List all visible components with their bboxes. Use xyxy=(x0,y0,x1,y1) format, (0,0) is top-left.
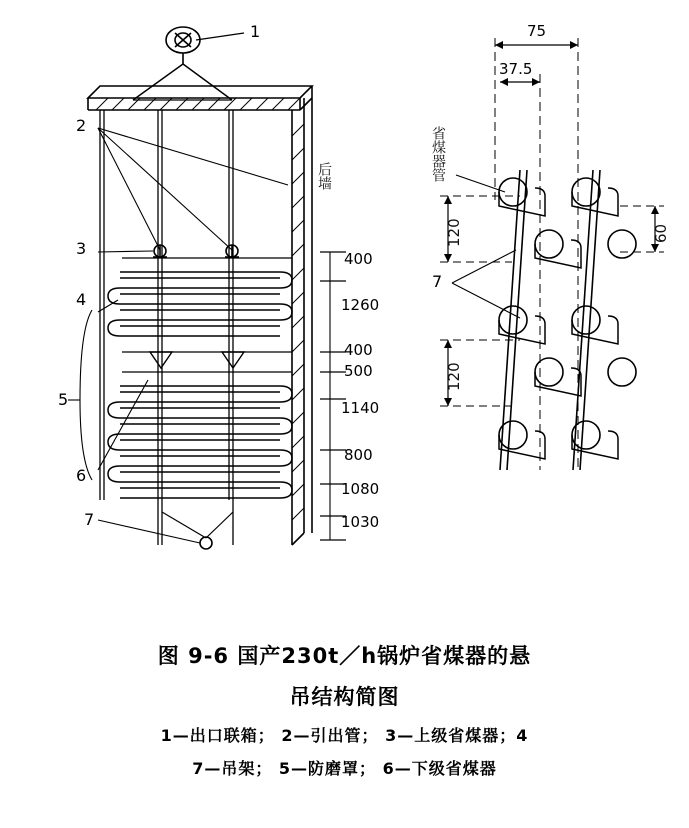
callout-4: 4 xyxy=(76,290,87,309)
callout-5: 5 xyxy=(58,390,69,409)
dimension-120-upper: 120 xyxy=(445,218,463,247)
callout-3: 3 xyxy=(76,239,87,258)
callout-7-right: 7 xyxy=(432,272,443,291)
dimension-1080: 1080 xyxy=(341,480,380,498)
dimension-1030: 1030 xyxy=(341,513,380,531)
callout-2: 2 xyxy=(76,116,87,135)
figure-caption-line2: 吊结构简图 xyxy=(289,685,400,709)
callout-1: 1 xyxy=(250,22,261,41)
dimension-75: 75 xyxy=(527,22,547,40)
dimension-1140: 1140 xyxy=(341,399,380,417)
figure-legend-line1: 1—出口联箱； 2—引出管； 3—上级省煤器；4 xyxy=(160,726,529,745)
callout-6: 6 xyxy=(76,466,87,485)
callout-7: 7 xyxy=(84,510,95,529)
figure-legend-line2: 7—吊架； 5—防磨罩； 6—下级省煤器 xyxy=(192,759,497,778)
dimension-120-lower: 120 xyxy=(445,362,463,391)
dimension-1260: 1260 xyxy=(341,296,380,314)
dimension-400-mid: 400 xyxy=(344,341,373,359)
dimension-400-top: 400 xyxy=(344,250,373,268)
dimension-37-5: 37.5 xyxy=(499,60,533,78)
dimension-60: 60 xyxy=(652,223,670,243)
economiser-tube-label: 省煤器管 xyxy=(430,126,446,182)
dimension-500: 500 xyxy=(344,362,373,380)
dimension-800: 800 xyxy=(344,446,373,464)
rear-wall-label: 后墙 xyxy=(316,162,332,190)
figure-caption-line1: 图 9-6 国产230t／h锅炉省煤器的悬 xyxy=(157,644,532,668)
